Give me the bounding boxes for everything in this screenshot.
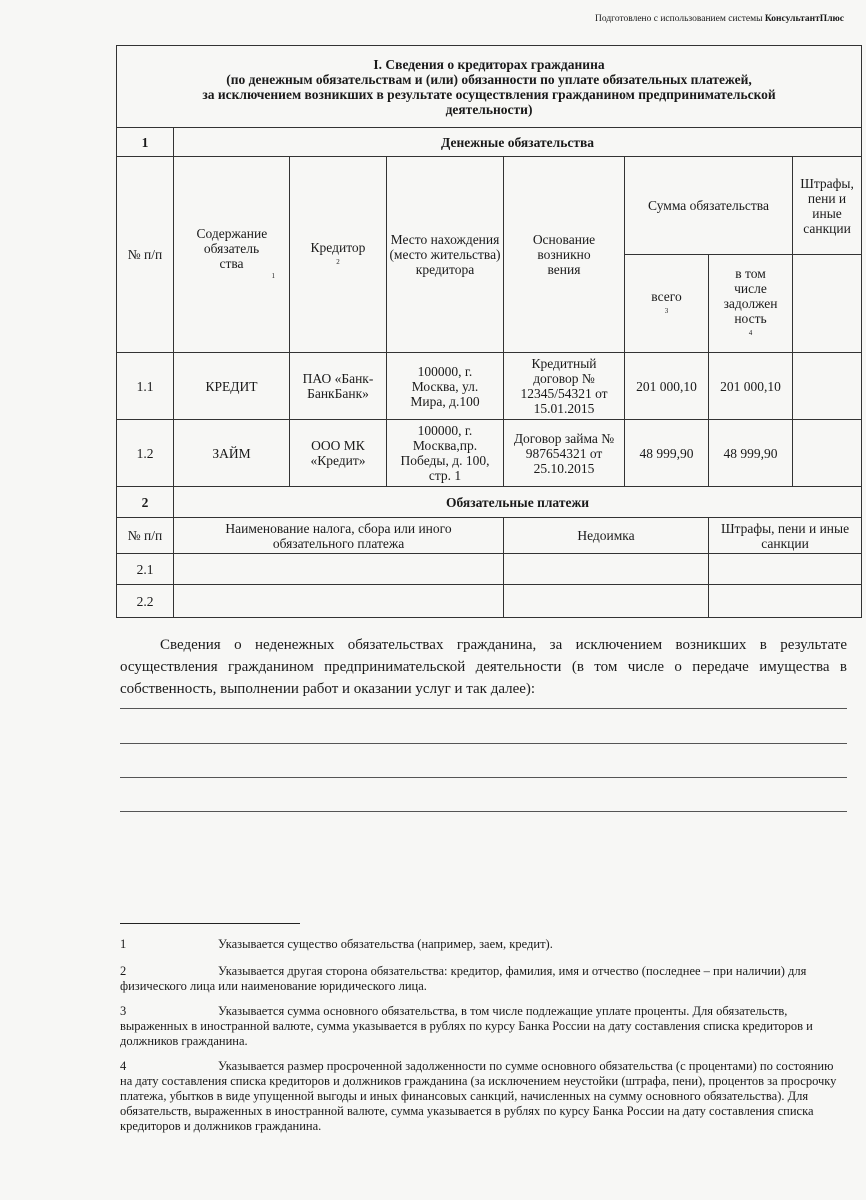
row-fines [793, 353, 862, 420]
col-header-total-text: всего [651, 288, 682, 304]
non-monetary-paragraph: Сведения о неденежных обязательствах гражданина, за исключением возникших в результате осуществления гражданином предпринимательской деятельности (в том числе о передаче имущества в собственность, выполнении работ и оказании услуг и так далее): [120, 637, 847, 697]
col-header-basis-text: Основание возникно вения [532, 232, 596, 277]
col-header-debt [709, 255, 793, 353]
footnote-text: Указывается существо обязательства (например, заем, кредит). [218, 937, 553, 951]
row-num: 2.1 [117, 554, 174, 585]
row-arrears [504, 554, 709, 585]
section-title-line-3: за исключением возникших в результате осуществления гражданином предпринимательской [202, 87, 776, 102]
col-header-creditor [290, 157, 387, 353]
row-name [174, 585, 504, 618]
row-num: 1.1 [117, 353, 174, 420]
footnote-text: Указывается другая сторона обязательства: кредитор, фамилия, имя и отчество (последнее – при наличии) для физического лица или наименование юридического лица. [120, 964, 807, 993]
mand-header-fines: Штрафы, пени и иные санкции [709, 518, 862, 554]
header-prefix: Подготовлено с использованием системы [595, 14, 763, 24]
table-row [117, 585, 862, 618]
footnote-ref-1: 1 [271, 271, 275, 280]
col-header-debt-text: в том числе задолжен ность [723, 266, 778, 326]
section-title [117, 46, 862, 128]
table-row [117, 353, 862, 420]
row-content: КРЕДИТ [174, 353, 290, 420]
section-title-line-2: (по денежным обязательствам и (или) обязанности по уплате обязательных платежей, [226, 72, 752, 87]
fill-line [120, 743, 847, 744]
footnote-num: 4 [120, 1059, 127, 1073]
row-basis [504, 353, 625, 420]
footnote-num: 2 [120, 964, 127, 978]
footnote-ref-3: 3 [664, 306, 669, 315]
col-header-amount: Сумма обязательства [625, 157, 793, 255]
fill-line [120, 708, 847, 709]
mand-header-num: № п/п [117, 518, 174, 554]
footnote-1 [120, 937, 842, 952]
col-header-content [174, 157, 290, 353]
row-creditor-text: ООО МК «Кредит» [310, 438, 366, 468]
footnote-3 [120, 1004, 842, 1049]
row-arrears [504, 585, 709, 618]
col-header-content-text: Содержание обязатель ства [196, 225, 268, 271]
footnote-num: 1 [120, 937, 127, 951]
row-location [387, 353, 504, 420]
creditors-table [116, 45, 862, 618]
col-header-total [625, 255, 709, 353]
row-total: 48 999,90 [625, 420, 709, 487]
row-location-text: 100000, г. Москва, ул. Мира, д.100 [410, 363, 480, 409]
footnote-separator [120, 923, 300, 924]
section-title-line-1: I. Сведения о кредиторах гражданина [373, 57, 605, 72]
row-num: 1.2 [117, 420, 174, 487]
col-header-basis [504, 157, 625, 353]
mand-header-arrears: Недоимка [504, 518, 709, 554]
row-debt: 48 999,90 [709, 420, 793, 487]
col-header-location: Место нахождения (место жительства) кредитора [387, 157, 504, 353]
footnote-4 [120, 1059, 842, 1134]
page-header [595, 14, 844, 24]
col-header-num: № п/п [117, 157, 174, 353]
row-fines [793, 420, 862, 487]
row-creditor [290, 420, 387, 487]
table-row [117, 554, 862, 585]
fill-line [120, 777, 847, 778]
row-fines [709, 585, 862, 618]
footnote-ref-2: 2 [336, 257, 340, 266]
row-num: 2.2 [117, 585, 174, 618]
row-basis-text: Договор займа № 987654321 от 25.10.2015 [513, 430, 615, 476]
row-creditor [290, 353, 387, 420]
row-debt: 201 000,10 [709, 353, 793, 420]
col-header-fines: Штрафы, пени и иные санкции [793, 157, 862, 255]
row-content: ЗАЙМ [174, 420, 290, 487]
row-location-text: 100000, г. Москва,пр. Победы, д. 100, стр. 1 [400, 423, 490, 483]
mand-header-name [174, 518, 504, 554]
mandatory-section-num: 2 [117, 487, 174, 518]
table-row [117, 420, 862, 487]
footnote-num: 3 [120, 1004, 127, 1018]
section-title-line-4: деятельности) [445, 102, 533, 117]
footnote-text: Указывается размер просроченной задолженности по сумме основного обязательства (с процентами) по состоянию на дату составления списка кредиторов и должников гражданина (за исключением неустойки (штрафа, пени), процентов за просрочку платежа, убытков в виде упущенной выгоды и иных финансовых санкций, начисленных на сумму основного обязательства). Для обязательств, выраженных в иностранной валюте, сумма указывается в рублях по курсу Банка России на дату составления списка кредиторов и должников гражданина. [120, 1059, 837, 1133]
footnote-2 [120, 964, 842, 994]
empty-cell [793, 255, 862, 353]
col-header-creditor-text: Кредитор [310, 239, 366, 255]
row-creditor-text: ПАО «Банк-БанкБанк» [302, 371, 374, 401]
mandatory-section-title: Обязательные платежи [174, 487, 862, 518]
row-basis-text: Кредитный договор № 12345/54321 от 15.01.2015 [520, 356, 608, 416]
monetary-section-title: Денежные обязательства [174, 128, 862, 157]
mand-header-name-text: Наименование налога, сбора или иного обязательного платежа [225, 520, 452, 551]
row-basis [504, 420, 625, 487]
header-system: КонсультантПлюс [764, 14, 844, 24]
row-fines [709, 554, 862, 585]
row-total: 201 000,10 [625, 353, 709, 420]
footnote-text: Указывается сумма основного обязательства, в том числе подлежащие уплате проценты. Для обязательств, выраженных в иностранной валюте, сумма указывается в рублях по курсу Банка России на дату составления списка кредиторов и должников гражданина. [120, 1004, 813, 1048]
row-location [387, 420, 504, 487]
footnote-ref-4: 4 [748, 329, 753, 337]
fill-line [120, 811, 847, 812]
monetary-section-num: 1 [117, 128, 174, 157]
row-name [174, 554, 504, 585]
